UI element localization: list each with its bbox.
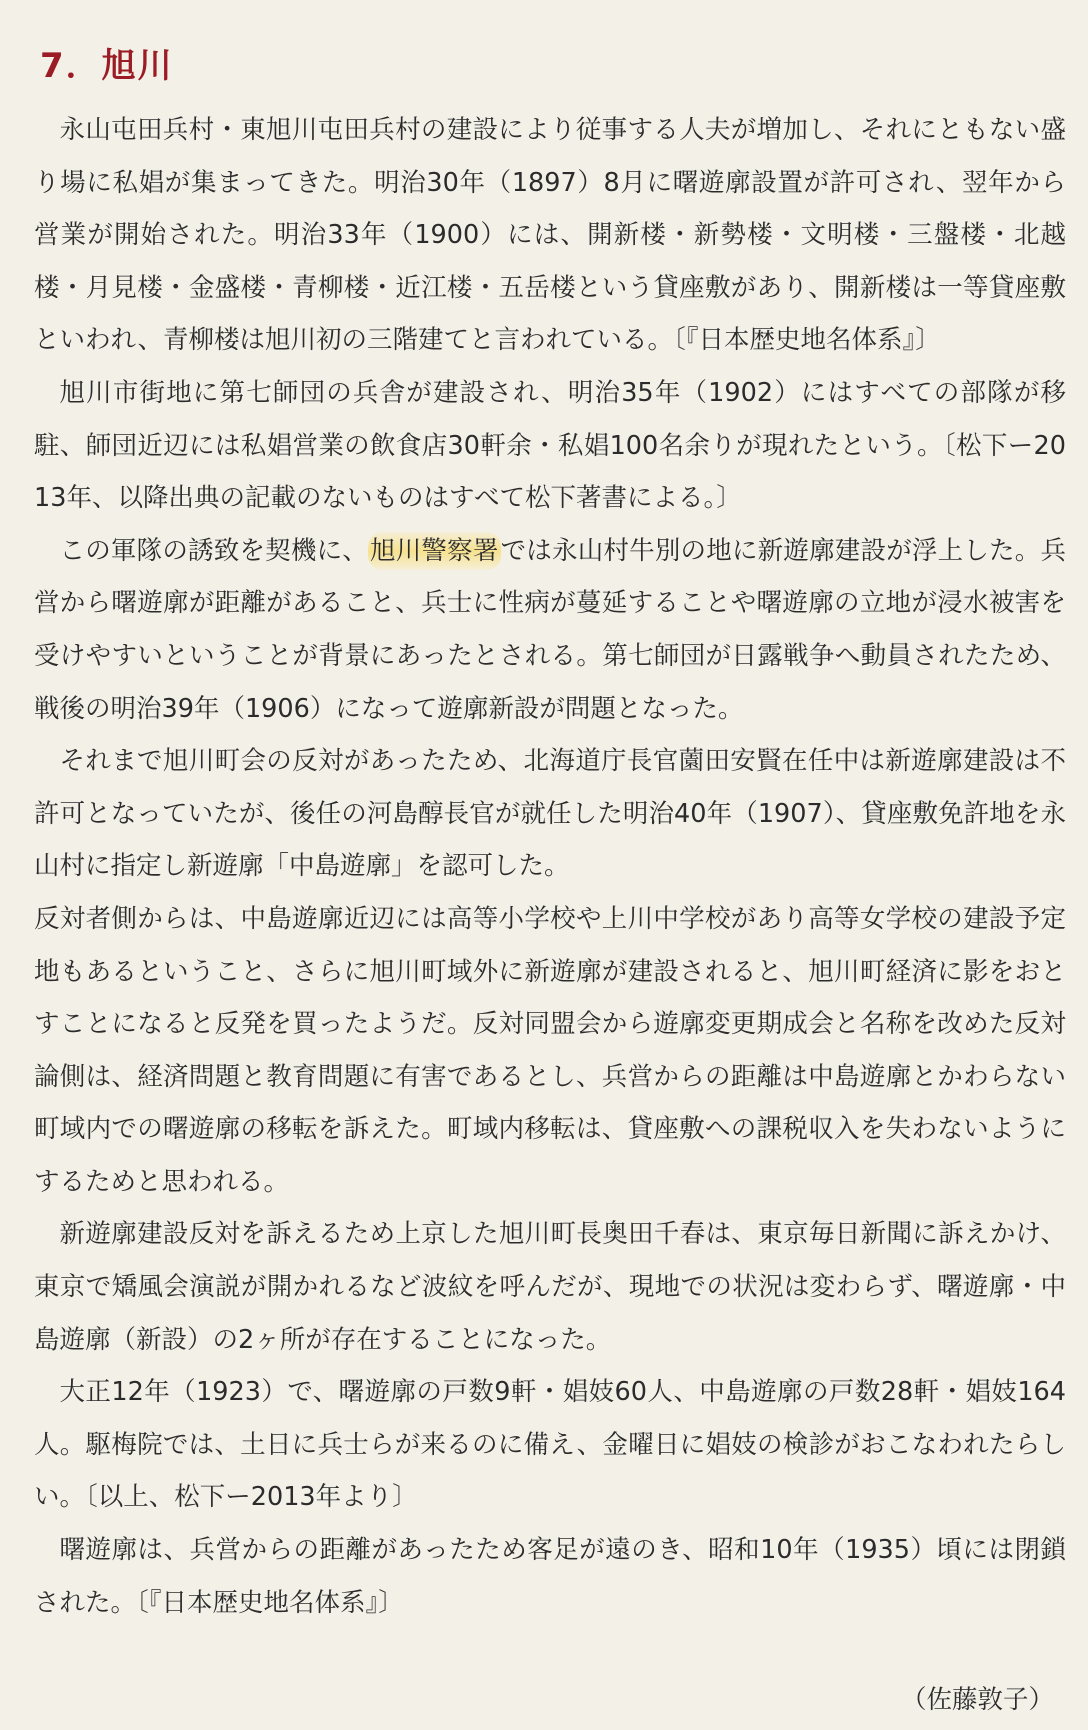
paragraph-7: 大正12年（1923）で、曙遊廓の戸数9軒・娼妓60人、中島遊廓の戸数28軒・娼妓164人。駆梅院では、土日に兵士らが来るのに備え、金曜日に娼妓の検診がおこなわれたらしい。〔以上、松下ー2013年より〕 [34,1377,1066,1513]
paragraph-3-start: この軍隊の誘致を契機に、 [59,535,369,566]
paragraph-5: 反対者側からは、中島遊廓近辺には高等小学校や上川中学校があり高等女学校の建設予定地もあるということ、さらに旭川町域外に新遊廓が建設されると、旭川町経済に影をおとすことになると反発を買ったようだ。反対同盟会から遊廓変更期成会と名称を改めた反対論側は、経済問題と教育問題に有害であるとし、兵営からの距離は中島遊廓とかわらない町域内での曙遊廓の移転を訴えた。町域内移転は、貸座敷への課税収入を失わないようにするためと思われる。 [34,903,1066,1197]
paragraph-3-rest: では永山村牛別の地に新遊廓建設が浮上した。兵営から曙遊廓が距離があること、兵士に性病が蔓延することや曙遊廓の立地が浸水被害を受けやすいということが背景にあったとされる。第七師団が日露戦争へ動員されたため、戦後の明治39年（1906）になって遊廓新設が問題となった。 [34,535,1066,724]
paragraph-3 [34,525,1066,735]
paragraph-8: 曙遊廓は、兵営からの距離があったため客足が遠のき、昭和10年（1935）頃には閉鎖された。〔『日本歴史地名体系』〕 [34,1535,1066,1618]
section-title: 7．旭川 [40,46,174,86]
paragraph-1: 永山屯田兵村・東旭川屯田兵村の建設により従事する人夫が増加し、それにともない盛り場に私娼が集まってきた。明治30年（1897）8月に曙遊廓設置が許可され、翌年から営業が開始された。明治33年（1900）には、開新楼・新勢楼・文明楼・三盤楼・北越楼・月見楼・金盛楼・青柳楼・近江楼・五岳楼という貸座敷があり、開新楼は一等貸座敷といわれ、青柳楼は旭川初の三階建てと言われている。〔『日本歴史地名体系』〕 [34,115,1066,356]
author-credit: （佐藤敦子） [900,1685,1054,1715]
highlighted-text: 旭川警察署 [368,532,501,570]
paragraph-6: 新遊廓建設反対を訴えるため上京した旭川町長奥田千春は、東京毎日新聞に訴えかけ、東京で矯風会演説が開かれるなど波紋を呼んだが、現地での状況は変わらず、曙遊廓・中島遊廓（新設）の2ヶ所が存在することになった。 [34,1219,1066,1355]
paragraph-2: 旭川市街地に第七師団の兵舎が建設され、明治35年（1902）にはすべての部隊が移駐、師団近辺には私娼営業の飲食店30軒余・私娼100名余りが現れたという。〔松下ー2013年、以降出典の記載のないものはすべて松下著書による。〕 [34,377,1066,514]
paragraph-4: それまで旭川町会の反対があったため、北海道庁長官薗田安賢在任中は新遊廓建設は不許可となっていたが、後任の河島醇長官が就任した明治40年（1907）、貸座敷免許地を永山村に指定し新遊廓「中島遊廓」を認可した。 [34,746,1066,882]
